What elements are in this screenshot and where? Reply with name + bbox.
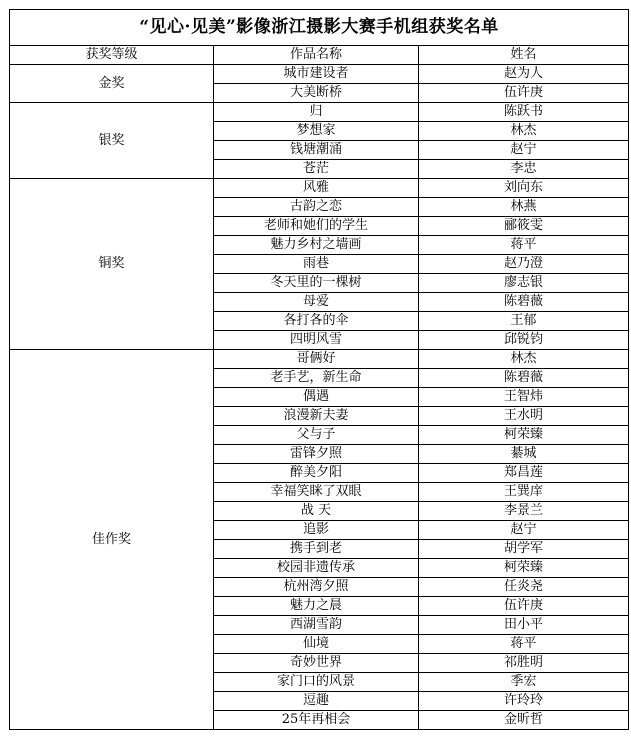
author-name-cell[interactable]: 刘向东 <box>419 179 629 198</box>
author-name-cell[interactable]: 赵乃澄 <box>419 255 629 274</box>
author-name-cell[interactable]: 柯荣臻 <box>419 426 629 445</box>
author-name-cell[interactable]: 赵宁 <box>419 521 629 540</box>
work-title-cell[interactable]: 偶遇 <box>214 388 419 407</box>
author-name-cell[interactable]: 柯荣臻 <box>419 559 629 578</box>
work-title-cell[interactable]: 父与子 <box>214 426 419 445</box>
author-name-cell[interactable]: 金昕哲 <box>419 711 629 730</box>
title-row <box>10 10 629 46</box>
award-table <box>9 9 629 730</box>
work-title-cell[interactable]: 古韵之恋 <box>214 198 419 217</box>
work-title-cell[interactable]: 老手艺，新生命 <box>214 369 419 388</box>
author-name-cell[interactable]: 郑昌莲 <box>419 464 629 483</box>
author-name-cell[interactable]: 李忠 <box>419 160 629 179</box>
table-row <box>10 350 629 369</box>
author-name-cell[interactable]: 廖志银 <box>419 274 629 293</box>
author-name-cell[interactable]: 蒋平 <box>419 236 629 255</box>
work-title-cell[interactable]: 醉美夕阳 <box>214 464 419 483</box>
table-row <box>10 103 629 122</box>
header-work-title[interactable]: 作品名称 <box>214 46 419 65</box>
work-title-cell[interactable]: 西湖雪韵 <box>214 616 419 635</box>
author-name-cell[interactable]: 田小平 <box>419 616 629 635</box>
author-name-cell[interactable]: 季宏 <box>419 673 629 692</box>
work-title-cell[interactable]: 冬天里的一棵树 <box>214 274 419 293</box>
author-name-cell[interactable]: 邱锐钧 <box>419 331 629 350</box>
work-title-cell[interactable]: 幸福笑眯了双眼 <box>214 483 419 502</box>
work-title-cell[interactable]: 大美断桥 <box>214 84 419 103</box>
author-name-cell[interactable]: 綦城 <box>419 445 629 464</box>
author-name-cell[interactable]: 李景兰 <box>419 502 629 521</box>
work-title-cell[interactable]: 各打各的伞 <box>214 312 419 331</box>
work-title-cell[interactable]: 苍茫 <box>214 160 419 179</box>
award-sheet <box>9 9 628 730</box>
author-name-cell[interactable]: 郦筱雯 <box>419 217 629 236</box>
work-title-cell[interactable]: 仙境 <box>214 635 419 654</box>
work-title-cell[interactable]: 城市建设者 <box>214 65 419 84</box>
work-title-cell[interactable]: 浪漫新夫妻 <box>214 407 419 426</box>
author-name-cell[interactable]: 林燕 <box>419 198 629 217</box>
work-title-cell[interactable]: 雷锋夕照 <box>214 445 419 464</box>
author-name-cell[interactable]: 赵宁 <box>419 141 629 160</box>
work-title-cell[interactable]: 钱塘潮涌 <box>214 141 419 160</box>
work-title-cell[interactable]: 梦想家 <box>214 122 419 141</box>
author-name-cell[interactable]: 林杰 <box>419 122 629 141</box>
work-title-cell[interactable]: 雨巷 <box>214 255 419 274</box>
author-name-cell[interactable]: 陈碧薇 <box>419 369 629 388</box>
sheet-title[interactable]: “见心·见美”影像浙江摄影大赛手机组获奖名单 <box>10 10 629 46</box>
author-name-cell[interactable]: 陈跃书 <box>419 103 629 122</box>
header-author-name[interactable]: 姓名 <box>419 46 629 65</box>
author-name-cell[interactable]: 赵为人 <box>419 65 629 84</box>
work-title-cell[interactable]: 家门口的风景 <box>214 673 419 692</box>
work-title-cell[interactable]: 校园非遗传承 <box>214 559 419 578</box>
work-title-cell[interactable]: 逗趣 <box>214 692 419 711</box>
author-name-cell[interactable]: 许玲玲 <box>419 692 629 711</box>
work-title-cell[interactable]: 母爱 <box>214 293 419 312</box>
work-title-cell[interactable]: 魅力乡村之墙画 <box>214 236 419 255</box>
work-title-cell[interactable]: 25年再相会 <box>214 711 419 730</box>
award-level-cell[interactable]: 铜奖 <box>10 179 214 350</box>
author-name-cell[interactable]: 祁胜明 <box>419 654 629 673</box>
table-row <box>10 179 629 198</box>
award-level-cell[interactable]: 佳作奖 <box>10 350 214 730</box>
work-title-cell[interactable]: 杭州湾夕照 <box>214 578 419 597</box>
work-title-cell[interactable]: 奇妙世界 <box>214 654 419 673</box>
author-name-cell[interactable]: 任炎尧 <box>419 578 629 597</box>
author-name-cell[interactable]: 王水明 <box>419 407 629 426</box>
header-award-level[interactable]: 获奖等级 <box>10 46 214 65</box>
author-name-cell[interactable]: 陈碧薇 <box>419 293 629 312</box>
author-name-cell[interactable]: 蒋平 <box>419 635 629 654</box>
author-name-cell[interactable]: 胡学军 <box>419 540 629 559</box>
author-name-cell[interactable]: 伍许庚 <box>419 597 629 616</box>
author-name-cell[interactable]: 王郁 <box>419 312 629 331</box>
table-row <box>10 65 629 84</box>
header-row <box>10 46 629 65</box>
award-level-cell[interactable]: 银奖 <box>10 103 214 179</box>
work-title-cell[interactable]: 老师和她们的学生 <box>214 217 419 236</box>
work-title-cell[interactable]: 哥俩好 <box>214 350 419 369</box>
author-name-cell[interactable]: 王智炜 <box>419 388 629 407</box>
award-table-body <box>10 10 629 730</box>
author-name-cell[interactable]: 伍许庚 <box>419 84 629 103</box>
work-title-cell[interactable]: 追影 <box>214 521 419 540</box>
work-title-cell[interactable]: 归 <box>214 103 419 122</box>
work-title-cell[interactable]: 魅力之晨 <box>214 597 419 616</box>
author-name-cell[interactable]: 王巽庠 <box>419 483 629 502</box>
author-name-cell[interactable]: 林杰 <box>419 350 629 369</box>
work-title-cell[interactable]: 战 天 <box>214 502 419 521</box>
work-title-cell[interactable]: 携手到老 <box>214 540 419 559</box>
award-level-cell[interactable]: 金奖 <box>10 65 214 103</box>
work-title-cell[interactable]: 四明风雪 <box>214 331 419 350</box>
work-title-cell[interactable]: 风雅 <box>214 179 419 198</box>
